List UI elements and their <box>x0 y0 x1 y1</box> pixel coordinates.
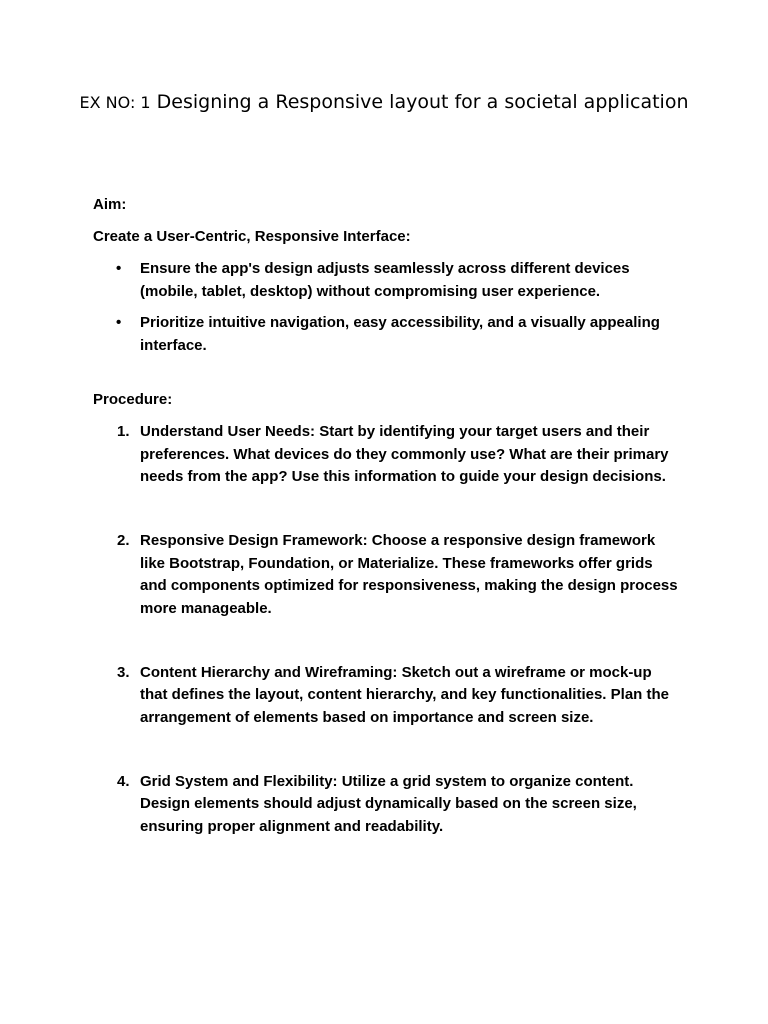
list-item <box>93 312 683 357</box>
step-text: Grid System and Flexibility: Utilize a grid system to organize content. Design elements should adjust dynamically based on the screen size, ensuring proper alignment and readability. <box>140 772 637 835</box>
step-number: 4. <box>117 772 130 790</box>
step-text: Responsive Design Framework: Choose a responsive design framework like Bootstrap, Foundation, or Materialize. These frameworks offer grids and components optimized for responsiveness, making the design process more manageable. <box>140 532 678 617</box>
list-item <box>93 421 683 489</box>
exercise-title: Designing a Responsive layout for a societal application <box>156 91 689 113</box>
step-number: 1. <box>117 423 130 440</box>
bullet-text: Ensure the app's design adjusts seamlessly across different devices (mobile, tablet, desktop) without compromising user experience. <box>140 260 630 300</box>
step-number: 3. <box>117 663 130 681</box>
list-item <box>93 258 683 303</box>
procedure-step-list <box>93 421 683 880</box>
page-title <box>60 88 708 117</box>
step-text: Content Hierarchy and Wireframing: Sketch out a wireframe or mock-up that defines the layout, content hierarchy, and key functionalities. Plan the arrangement of elements based on importance and screen size. <box>140 663 669 726</box>
aim-heading: Aim: <box>93 196 127 213</box>
step-text: Understand User Needs: Start by identifying your target users and their preferences. What devices do they commonly use? What are their primary needs from the app? Use this information to guide your design decisions. <box>140 423 669 485</box>
list-item <box>93 662 683 730</box>
bullet-marker: • <box>116 260 122 277</box>
aim-intro: Create a User-Centric, Responsive Interface: <box>93 228 411 245</box>
list-item <box>93 530 683 620</box>
procedure-heading: Procedure: <box>93 391 173 408</box>
list-item <box>93 771 683 839</box>
step-number: 2. <box>117 532 130 549</box>
bullet-text: Prioritize intuitive navigation, easy accessibility, and a visually appealing interface. <box>140 314 660 354</box>
exercise-number: EX NO: 1 <box>79 93 151 112</box>
bullet-marker: • <box>116 314 122 331</box>
aim-bullet-list <box>93 258 683 366</box>
